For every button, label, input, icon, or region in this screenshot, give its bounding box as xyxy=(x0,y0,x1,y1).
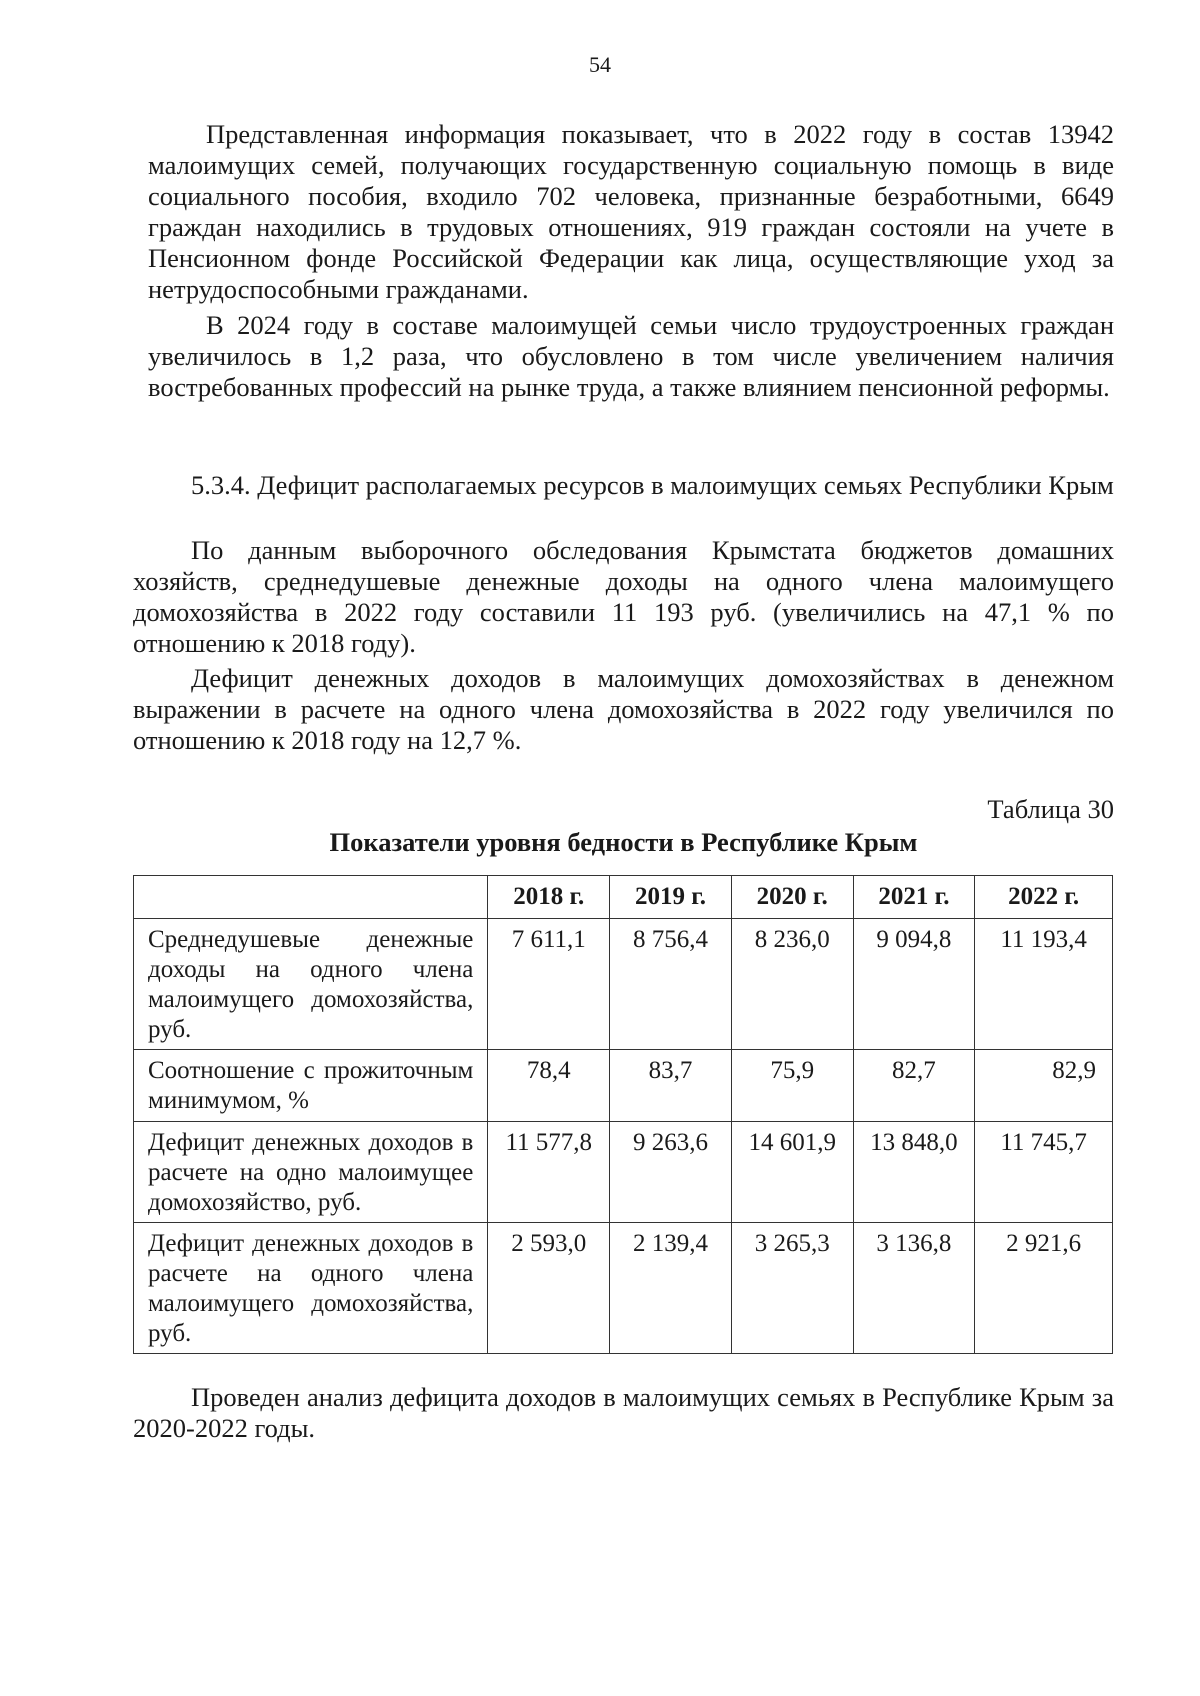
paragraph-employment-growth: В 2024 году в составе малоимущей семьи число трудоустроенных граждан увеличилось в 1,2 раза, что обусловлено в том числе увеличением наличия востребованных профессий на рынке труда, а также влиянием пенсионной реформы. xyxy=(148,310,1114,402)
table-cell: 75,9 xyxy=(731,1050,853,1122)
paragraph-analysis: Проведен анализ дефицита доходов в малоимущих семьях в Республике Крым за 2020-2022 годы. xyxy=(133,1382,1114,1443)
table-cell: 3 265,3 xyxy=(731,1223,853,1354)
table-header-row xyxy=(134,876,1113,919)
row-label-deficit-household: Дефицит денежных доходов в расчете на одно малоимущее домохозяйство, руб. xyxy=(134,1122,488,1223)
table-label: Таблица 30 xyxy=(987,794,1114,824)
table-title: Показатели уровня бедности в Республике Крым xyxy=(329,827,918,857)
poverty-indicators-table xyxy=(133,875,1113,1354)
table-header-cell-2020: 2020 г. xyxy=(731,876,853,919)
table-cell: 7 611,1 xyxy=(488,919,610,1050)
paragraph-deficit: Дефицит денежных доходов в малоимущих домохозяйствах в денежном выражении в расчете на одного члена домохозяйства в 2022 году увеличился по отношению к 2018 году на 12,7 %. xyxy=(133,663,1114,755)
table-cell: 82,7 xyxy=(853,1050,975,1122)
table-cell: 2 593,0 xyxy=(488,1223,610,1354)
page-number: 54 xyxy=(589,52,611,77)
table-cell: 14 601,9 xyxy=(731,1122,853,1223)
table-header-cell-2021: 2021 г. xyxy=(853,876,975,919)
table-cell: 2 139,4 xyxy=(610,1223,732,1354)
table-cell: 8 756,4 xyxy=(610,919,732,1050)
table-cell: 9 263,6 xyxy=(610,1122,732,1223)
paragraph-composition: Представленная информация показывает, что в 2022 году в состав 13942 малоимущих семей, получающих государственную социальную помощь в виде социального пособия, входило 702 человека, признанные безработными, 6649 граждан находились в трудовых отношениях, 919 граждан состояли на учете в Пенсионном фонде Российской Федерации как лица, осуществляющие уход за нетрудоспособными гражданами. xyxy=(148,119,1114,304)
table-row xyxy=(134,1223,1113,1354)
table-cell: 83,7 xyxy=(610,1050,732,1122)
table-cell: 13 848,0 xyxy=(853,1122,975,1223)
table-header-cell-2022: 2022 г. xyxy=(975,876,1113,919)
table-cell: 2 921,6 xyxy=(975,1223,1113,1354)
paragraph-income: По данным выборочного обследования Крымстата бюджетов домашних хозяйств, среднедушевые денежные доходы на одного члена малоимущего домохозяйства в 2022 году составили 11 193 руб. (увеличились на 47,1 % по отношению к 2018 году). xyxy=(133,535,1114,658)
table-cell: 11 745,7 xyxy=(975,1122,1113,1223)
section-heading: 5.3.4. Дефицит располагаемых ресурсов в малоимущих семьях Республики Крым xyxy=(191,470,1114,500)
table-cell: 9 094,8 xyxy=(853,919,975,1050)
table-header-cell-empty xyxy=(134,876,488,919)
table-cell: 82,9 xyxy=(975,1050,1113,1122)
table-header-cell-2018: 2018 г. xyxy=(488,876,610,919)
table-cell: 11 577,8 xyxy=(488,1122,610,1223)
row-label-deficit-member: Дефицит денежных доходов в расчете на одного члена малоимущего домохозяйства, руб. xyxy=(134,1223,488,1354)
table-row xyxy=(134,919,1113,1050)
row-label-subsistence-ratio: Соотношение с прожиточным минимумом, % xyxy=(134,1050,488,1122)
table-cell: 3 136,8 xyxy=(853,1223,975,1354)
table-row xyxy=(134,1122,1113,1223)
table-cell: 8 236,0 xyxy=(731,919,853,1050)
table-row xyxy=(134,1050,1113,1122)
row-label-income: Среднедушевые денежные доходы на одного члена малоимущего домохозяйства, руб. xyxy=(134,919,488,1050)
table-cell: 11 193,4 xyxy=(975,919,1113,1050)
table-header-cell-2019: 2019 г. xyxy=(610,876,732,919)
table-cell: 78,4 xyxy=(488,1050,610,1122)
